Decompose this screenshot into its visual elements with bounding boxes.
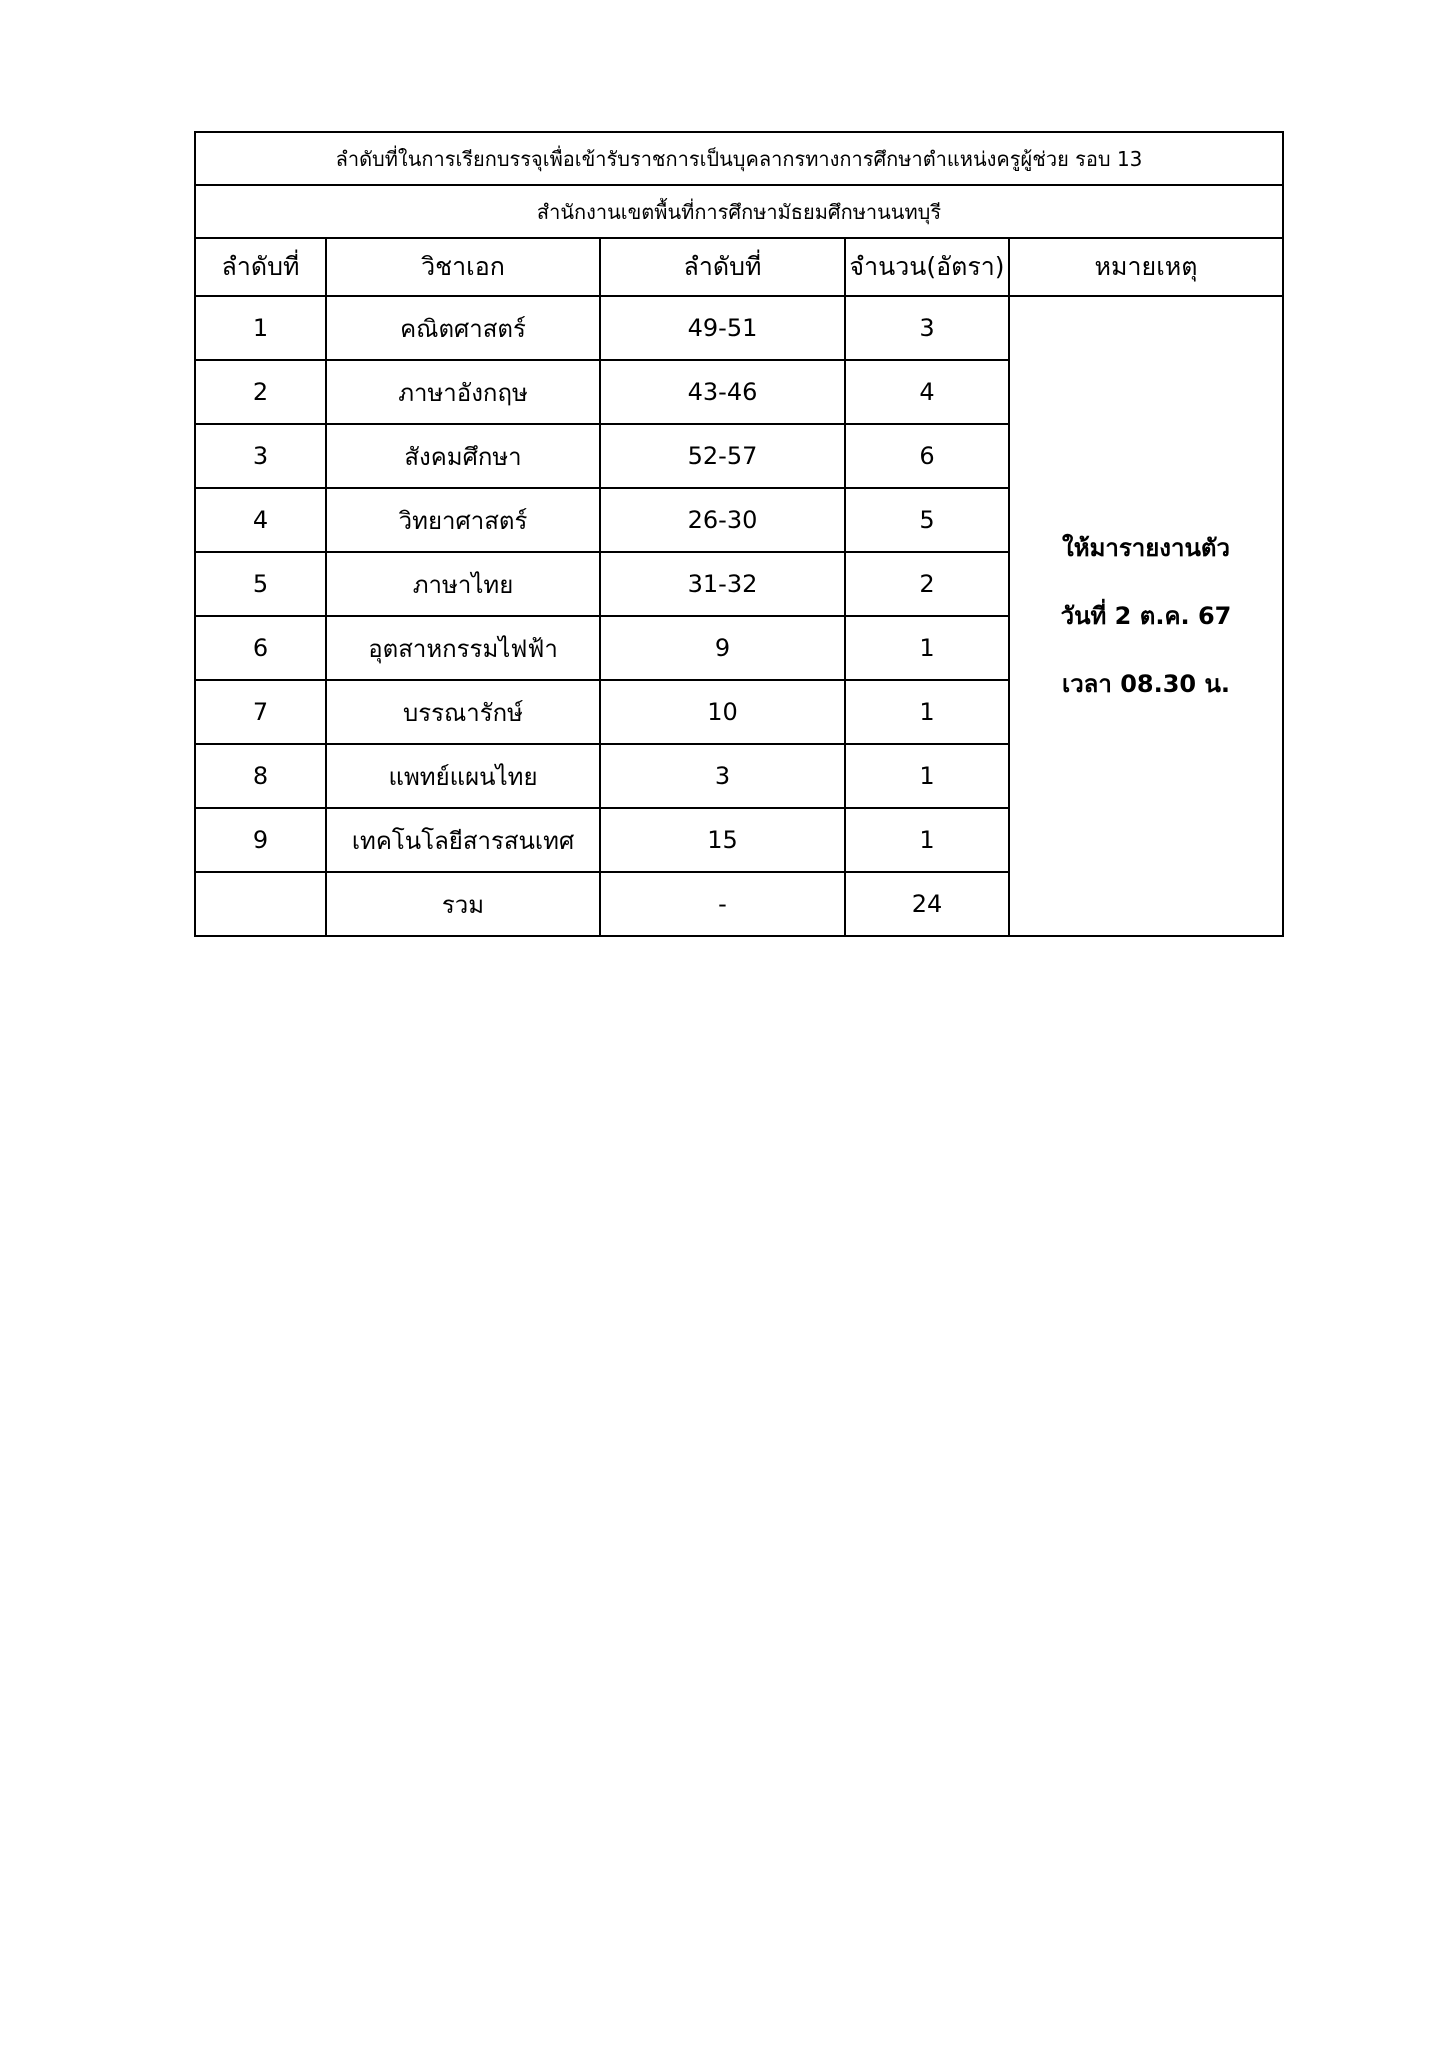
remark-line-date: วันที่ 2 ต.ค. 67 — [1060, 602, 1232, 630]
cell-count: 1 — [845, 680, 1009, 744]
cell-no: 6 — [195, 616, 326, 680]
cell-no: 2 — [195, 360, 326, 424]
cell-rank: 31-32 — [600, 552, 845, 616]
total-label: รวม — [326, 872, 600, 936]
cell-major: อุตสาหกรรมไฟฟ้า — [326, 616, 600, 680]
cell-no: 3 — [195, 424, 326, 488]
cell-count: 1 — [845, 808, 1009, 872]
cell-major: แพทย์แผนไทย — [326, 744, 600, 808]
table-subtitle: สำนักงานเขตพื้นที่การศึกษามัธยมศึกษานนทบุรี — [195, 185, 1283, 238]
cell-rank: 52-57 — [600, 424, 845, 488]
cell-major: คณิตศาสตร์ — [326, 296, 600, 360]
cell-count: 3 — [845, 296, 1009, 360]
cell-rank: 3 — [600, 744, 845, 808]
remark-line-time: เวลา 08.30 น. — [1061, 670, 1230, 698]
cell-no: 7 — [195, 680, 326, 744]
header-remark: หมายเหตุ — [1009, 238, 1283, 296]
cell-rank: 49-51 — [600, 296, 845, 360]
cell-no: 1 — [195, 296, 326, 360]
cell-no: 9 — [195, 808, 326, 872]
title-row-2 — [195, 185, 1283, 238]
cell-rank: 10 — [600, 680, 845, 744]
cell-rank: 9 — [600, 616, 845, 680]
cell-major: สังคมศึกษา — [326, 424, 600, 488]
cell-count: 2 — [845, 552, 1009, 616]
remark-line-report: ให้มารายงานตัว — [1062, 534, 1230, 562]
total-rank: - — [600, 872, 845, 936]
header-major: วิชาเอก — [326, 238, 600, 296]
cell-count: 1 — [845, 616, 1009, 680]
cell-major: บรรณารักษ์ — [326, 680, 600, 744]
header-row — [195, 238, 1283, 296]
cell-major: เทคโนโลยีสารสนเทศ — [326, 808, 600, 872]
assignment-table — [194, 131, 1284, 937]
title-row-1 — [195, 132, 1283, 185]
cell-rank: 15 — [600, 808, 845, 872]
total-count: 24 — [845, 872, 1009, 936]
header-rank: ลำดับที่ — [600, 238, 845, 296]
cell-major: วิทยาศาสตร์ — [326, 488, 600, 552]
total-no — [195, 872, 326, 936]
header-no: ลำดับที่ — [195, 238, 326, 296]
cell-no: 4 — [195, 488, 326, 552]
cell-count: 5 — [845, 488, 1009, 552]
cell-major: ภาษาไทย — [326, 552, 600, 616]
cell-no: 5 — [195, 552, 326, 616]
cell-count: 6 — [845, 424, 1009, 488]
table-row — [195, 296, 1283, 360]
table-title: ลำดับที่ในการเรียกบรรจุเพื่อเข้ารับราชการเป็นบุคลากรทางการศึกษาตำแหน่งครูผู้ช่วย รอบ 13 — [195, 132, 1283, 185]
cell-count: 4 — [845, 360, 1009, 424]
cell-no: 8 — [195, 744, 326, 808]
cell-rank: 43-46 — [600, 360, 845, 424]
remark-cell — [1009, 296, 1283, 936]
cell-count: 1 — [845, 744, 1009, 808]
header-count: จำนวน(อัตรา) — [845, 238, 1009, 296]
cell-rank: 26-30 — [600, 488, 845, 552]
cell-major: ภาษาอังกฤษ — [326, 360, 600, 424]
